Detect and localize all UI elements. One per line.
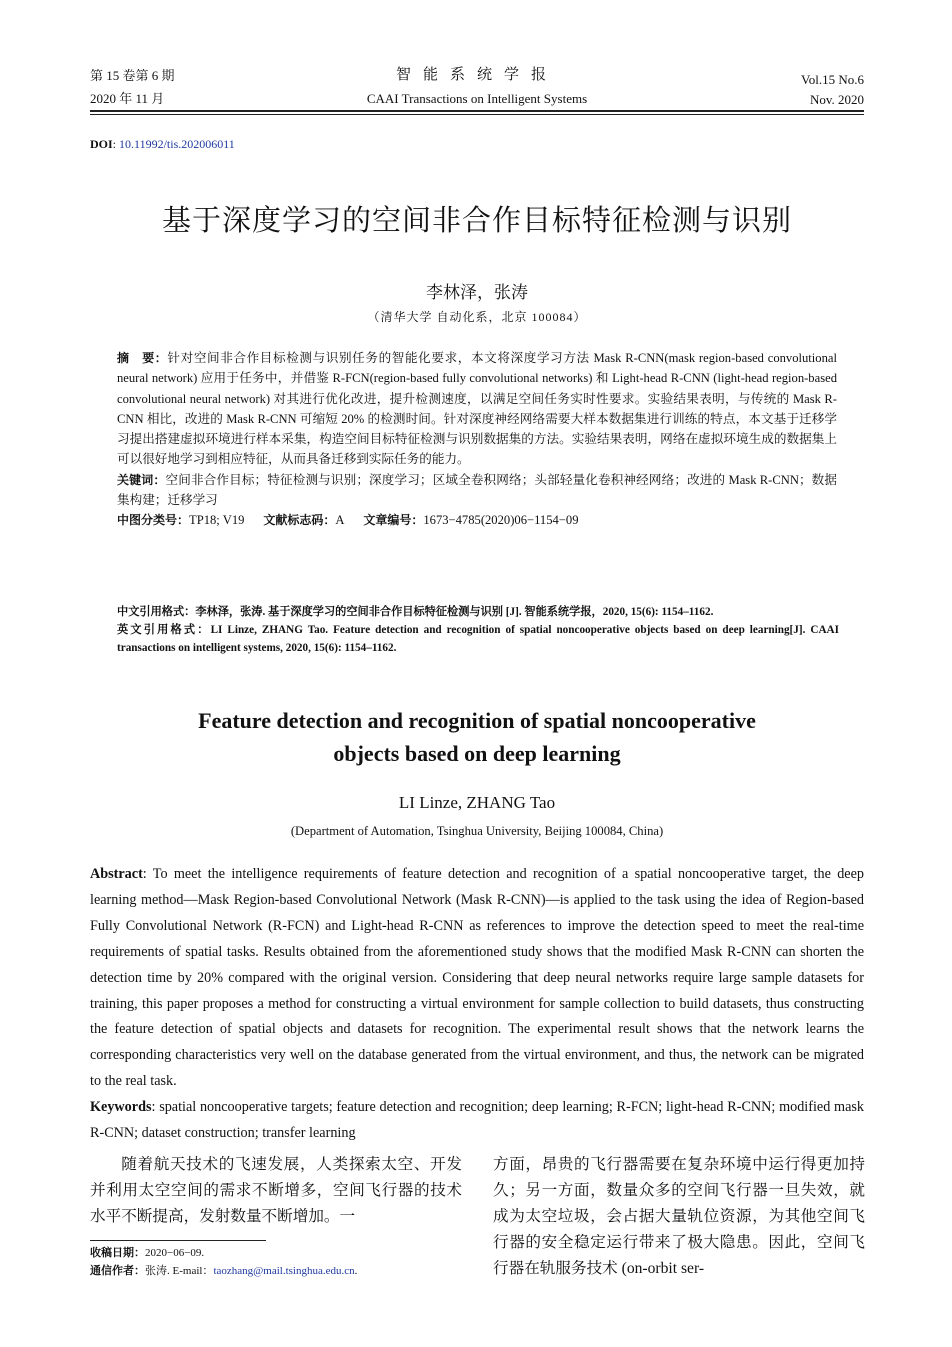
journal-name-en: CAAI Transactions on Intelligent Systems	[366, 91, 588, 106]
header-rule-thin	[90, 114, 864, 115]
en-abstract: Abstract: To meet the intelligence requirements of feature detection and recognition of a spatial noncooperative target, the deep learning method—Mask Region-based Convolutional Network (Mask R-CNN)—is applied to the task using the idea of Region-based Fully Convolutional Network (R-FCN) and Light-head R-CNN as references to improve the detection speed to meet the real-time requirements of spatial tasks. Results obtained from the aforementioned study shows that the modified Mask R-CNN can shorten the detection time by 20% compared with the original version. Considering that deep neural networks require large sample datasets for training, this paper proposes a method for constructing a virtual environment for sample collection to build datasets, thus constructing the feature detection of spatial objects and datasets for recognition. The experimental result shows that the network learns the corresponding characteristics very well on the database generated from the virtual environment, and thus, the network can be migrated to the real task.	[90, 866, 864, 1090]
cn-authors: 李林泽，张涛	[426, 283, 528, 302]
author-email-link[interactable]: taozhang@mail.tsinghua.edu.cn	[213, 1265, 355, 1277]
cn-keywords-text: 空间非合作目标；特征检测与识别；深度学习；区域全卷积网络；头部轻量化卷积神经网络；改进的 Mask R-CNN；数据集构建；迁移学习	[117, 472, 837, 508]
journal-name	[270, 64, 684, 110]
body-column-right: 方面，昂贵的飞行器需要在复杂环境中运行得更加持久；另一方面，数量众多的空间飞行器一旦失效，就成为太空垃圾，会占据大量轨位资源，为其他空间飞行器的安全稳定运行带来了极大隐患。因此，空间飞行器在轨服务技术 (on-orbit ser-	[493, 1156, 865, 1277]
en-authors: LI Linze, ZHANG Tao	[398, 793, 556, 812]
author-email-end: .	[354, 1265, 358, 1277]
cn-keywords	[117, 470, 837, 511]
doccode-value: A	[335, 513, 345, 528]
class-label: 中图分类号：	[117, 513, 190, 528]
citation-en-label: 英文引用格式：	[117, 624, 211, 636]
issue-date: 2020 年 11 月	[90, 91, 165, 106]
author-label: 通信作者：	[90, 1264, 145, 1277]
class-value: TP18; V19	[189, 513, 245, 528]
doi-label: DOI	[90, 137, 113, 151]
issue-info-en	[801, 70, 864, 110]
doccode-label: 文献标志码：	[263, 513, 336, 528]
cn-abstract-text: 针对空间非合作目标检测与识别任务的智能化要求，本文将深度学习方法 Mask R-CNN(mask region-based convolutional neural network) 应用于任务中，并借鉴 R-FCN(region-based fully convolutional networks) 和 Light-head R-CNN (light-head region-based convolutional neural network) 对其进行优化改进，提升检测速度，以满足空间任务实时性要求。实验结果表明，与传统的 Mask R-CNN 相比，改进的 Mask R-CNN 可缩短 20% 的检测时间。针对深度神经网络需要大样本数据集进行训练的特点，本文基于迁移学习提出搭建虚拟环境进行样本采集，构造空间目标特征检测与识别数据集的方法。实验结果表明，网络在虚拟环境生成的数据集上可以很好地学习到相应特征，从而具备迁移到实际任务的能力。	[117, 351, 837, 467]
cn-abstract	[117, 348, 837, 470]
received-date	[90, 1244, 357, 1262]
doi-line: DOI: 10.11992/tis.202006011	[90, 137, 235, 151]
citation-en-text: LI Linze, ZHANG Tao. Feature detection and recognition of spatial noncooperative objects based on deep learning[J]. CAAI transactions on intelligent systems, 2020, 15(6): 1154–1162.	[117, 624, 839, 654]
citation-en	[117, 621, 839, 657]
corresponding-author	[90, 1262, 357, 1280]
en-title-line2: objects based on deep learning	[333, 741, 621, 766]
journal-name-cn: 智能系统学报	[395, 67, 558, 83]
footnote	[90, 1244, 357, 1280]
volume-issue: 第 15 卷第 6 期	[90, 68, 175, 83]
en-affiliation: (Department of Automation, Tsinghua University, Beijing 100084, China)	[290, 824, 664, 838]
en-abstract-block	[90, 862, 864, 1147]
en-title-line1: Feature detection and recognition of spatial noncooperative	[198, 708, 756, 733]
cn-affiliation: （清华大学 自动化系，北京 100084）	[367, 310, 587, 324]
header-rule-thick	[90, 110, 864, 112]
citation-cn-label: 中文引用格式：	[117, 606, 196, 618]
cn-keywords-label: 关键词：	[117, 472, 166, 487]
en-keywords: Keywords: spatial noncooperative targets; feature detection and recognition; deep learning; R-FCN; light-head R-CNN; modified mask R-CNN; dataset construction; transfer learning	[90, 1099, 865, 1142]
issue-info	[90, 64, 175, 110]
issue-date-en: Nov. 2020	[809, 92, 864, 107]
footnote-rule	[90, 1240, 266, 1241]
doi-link[interactable]: 10.11992/tis.202006011	[119, 137, 235, 151]
en-keywords-label: Keywords	[90, 1099, 152, 1116]
cn-abstract-block	[117, 348, 837, 531]
running-header	[90, 64, 864, 110]
cn-classification	[117, 510, 837, 530]
article-value: 1673−4785(2020)06−1154−09	[423, 513, 579, 528]
volume-issue-en: Vol.15 No.6	[801, 72, 864, 87]
cn-abstract-label: 摘 要：	[117, 351, 168, 365]
en-abstract-text: To meet the intelligence requirements of feature detection and recognition of a spatial noncooperative target, the deep learning method—Mask Region-based Convolutional Network (Mask R-CNN)—is applied to the task using the idea of Region-based Fully Convolutional Network (R-FCN) and Light-head R-CNN as references to improve the detection speed to meet the real-time requirements of spatial tasks. Results obtained from the aforementioned study shows that the modified Mask R-CNN can shorten the detection time by 20% compared with the original version. Considering that deep neural networks require large sample datasets for training, this paper proposes a method for constructing a virtual environment for sample collection to build datasets, thus constructing the feature detection of spatial objects and datasets for recognition. The experimental result shows that the network learns the corresponding characteristics very well on the database generated from the virtual environment, and thus, the network can be migrated to the real task.	[90, 866, 864, 1090]
en-title	[90, 704, 864, 770]
en-abstract-label: Abstract	[90, 866, 143, 882]
cn-title: 基于深度学习的空间非合作目标特征检测与识别	[161, 203, 792, 237]
received-value: 2020−06−09.	[145, 1247, 205, 1259]
citation-cn	[117, 603, 839, 621]
en-keywords-text: spatial noncooperative targets; feature detection and recognition; deep learning; R-FCN; light-head R-CNN; modified mask R-CNN; dataset construction; transfer learning	[90, 1099, 865, 1142]
article-label: 文章编号：	[363, 513, 424, 528]
received-label: 收稿日期：	[90, 1246, 145, 1259]
author-value: 张涛. E-mail：	[145, 1265, 214, 1277]
citation-cn-text: 李林泽，张涛. 基于深度学习的空间非合作目标特征检测与识别 [J]. 智能系统学报，2020, 15(6): 1154–1162.	[195, 606, 714, 618]
citation-block	[117, 603, 839, 657]
body-column-left: 随着航天技术的飞速发展，人类探索太空、开发并利用太空空间的需求不断增多，空间飞行器的技术水平不断提高，发射数量不断增加。一	[90, 1156, 462, 1225]
